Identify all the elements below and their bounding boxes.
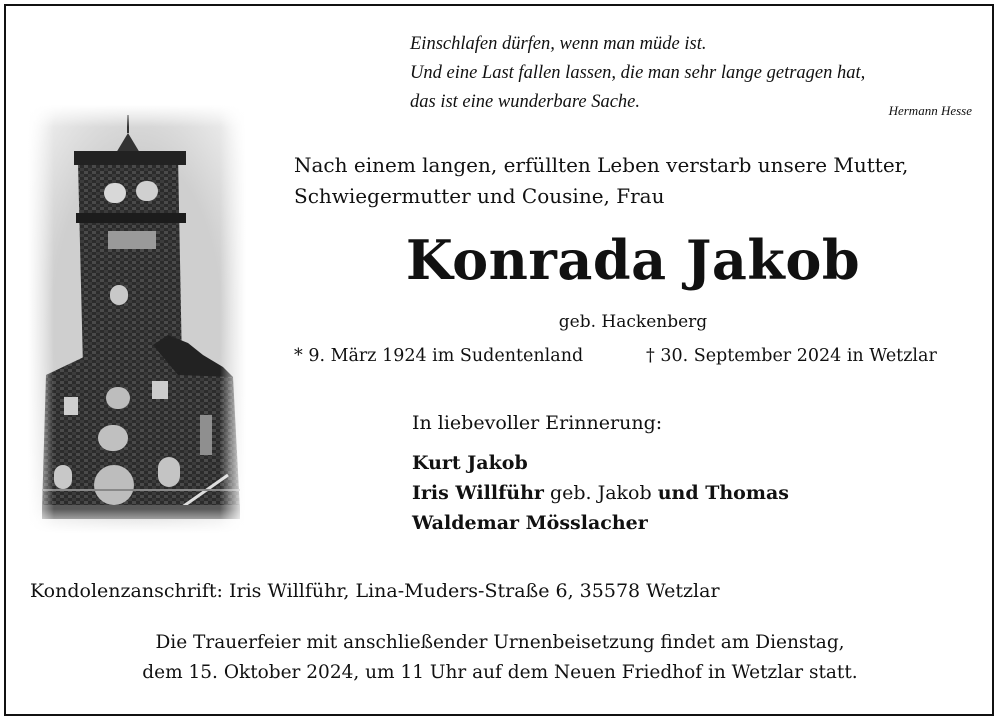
mourners-list xyxy=(412,448,789,538)
memory-heading: In liebevoller Erinnerung: xyxy=(412,412,663,434)
deceased-maiden-name: geb. Hackenberg xyxy=(558,312,708,332)
quote-line: Und eine Last fallen lassen, die man sehr lange getragen hat, xyxy=(410,63,866,83)
quote-line: Einschlafen dürfen, wenn man müde ist. xyxy=(410,34,707,54)
tower-photo xyxy=(28,105,246,533)
service-line: dem 15. Oktober 2024, um 11 Uhr auf dem Neuen Friedhof in Wetzlar statt. xyxy=(142,662,858,683)
intro-line: Nach einem langen, erfüllten Leben verstarb unsere Mutter, xyxy=(294,153,909,177)
quote-author: Hermann Hesse xyxy=(888,103,972,118)
mourner-name: Waldemar Mösslacher xyxy=(412,512,648,534)
intro-text xyxy=(294,150,984,212)
death-info: † 30. September 2024 in Wetzlar xyxy=(646,346,937,366)
mourner-row xyxy=(412,478,789,508)
intro-line: Schwiegermutter und Cousine, Frau xyxy=(294,184,665,208)
mourner-name: Kurt Jakob xyxy=(412,452,528,474)
mourner-row xyxy=(412,508,789,538)
mourner-name: Iris Willführ xyxy=(412,482,544,504)
birth-info: * 9. März 1924 im Sudentenland xyxy=(294,346,584,366)
mourner-partner: und Thomas xyxy=(657,482,789,504)
mourner-maiden-name: geb. Jakob xyxy=(543,482,658,504)
funeral-service-info xyxy=(30,628,970,688)
deceased-name: Konrada Jakob xyxy=(405,228,861,292)
quote-line: das ist eine wunderbare Sache. xyxy=(410,92,641,112)
condolence-address: Kondolenzanschrift: Iris Willführ, Lina-Muders-Straße 6, 35578 Wetzlar xyxy=(30,580,720,602)
mourner-row xyxy=(412,448,789,478)
service-line: Die Trauerfeier mit anschließender Urnenbeisetzung findet am Dienstag, xyxy=(155,632,845,653)
